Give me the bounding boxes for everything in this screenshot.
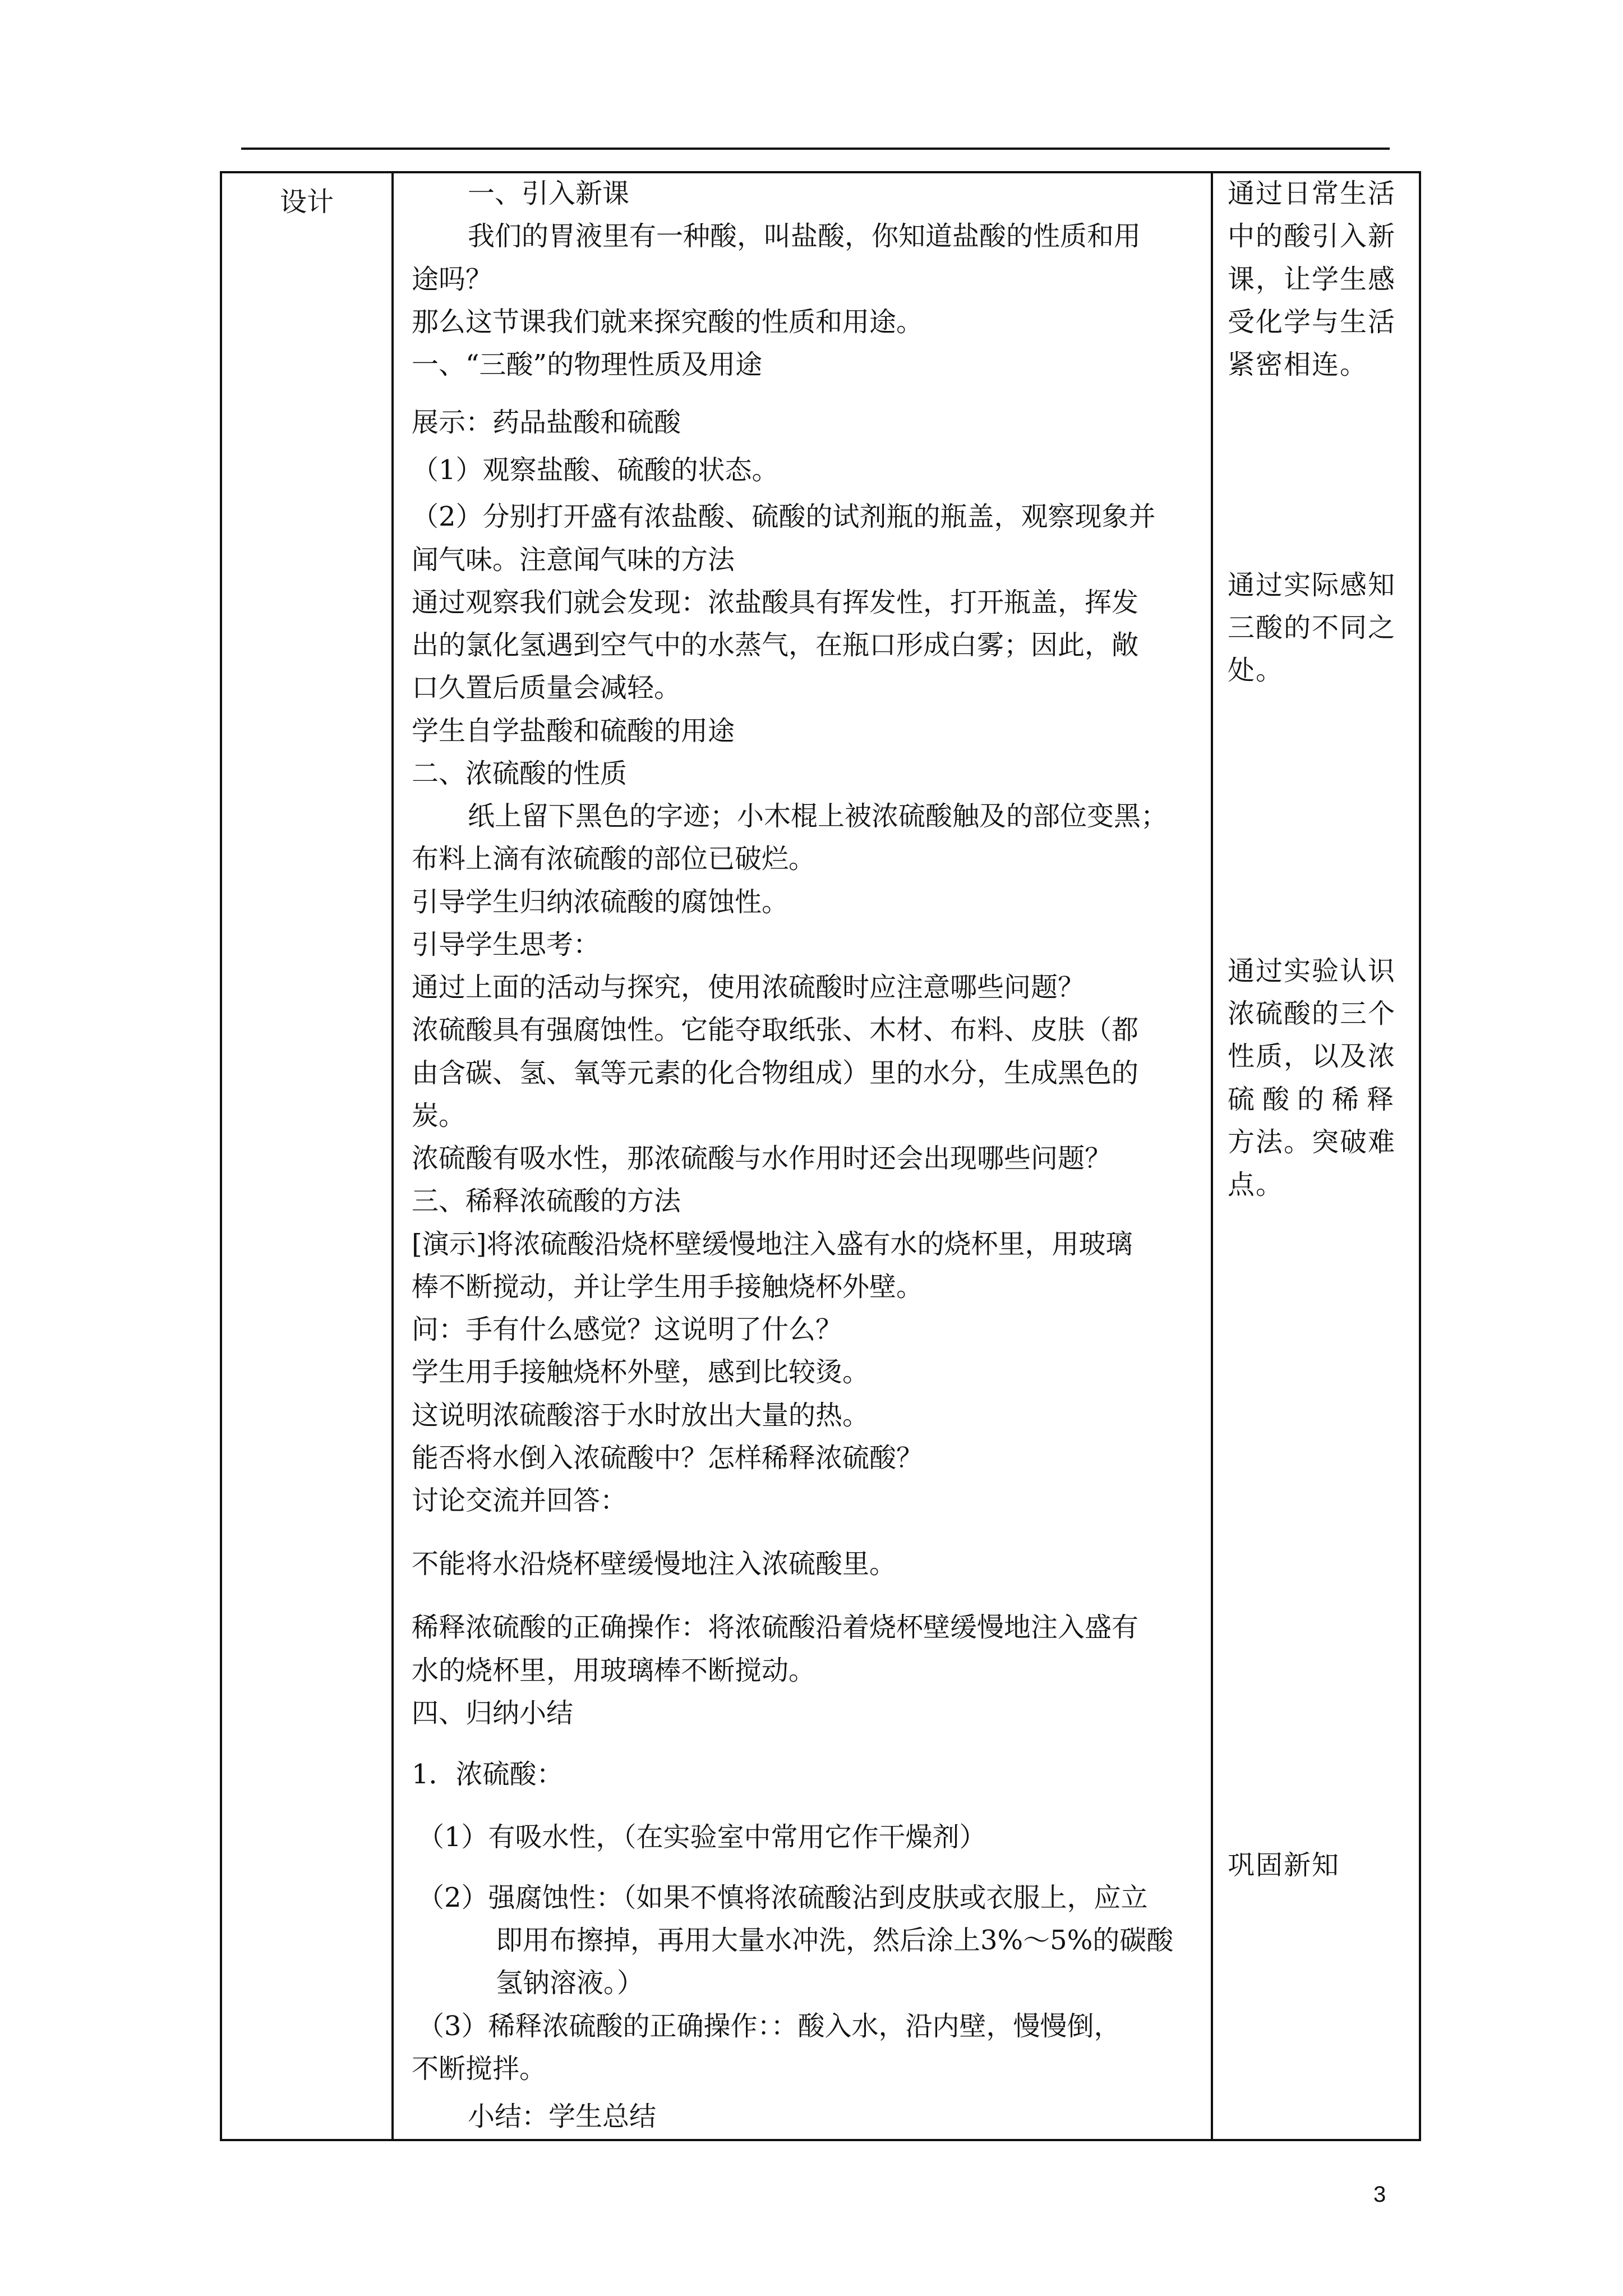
- lesson-line: 布料上滴有浓硫酸的部位已破烂。: [412, 843, 816, 875]
- note-line: 三酸的不同之: [1228, 612, 1396, 643]
- lesson-line: （2）分别打开盛有浓盐酸、硫酸的试剂瓶的瓶盖，观察现象并: [412, 501, 1156, 532]
- lesson-line: 三、稀释浓硫酸的方法: [412, 1185, 681, 1217]
- lesson-line: 闻气味。注意闻气味的方法: [412, 544, 735, 576]
- lesson-line: 由含碳、氢、氧等元素的化合物组成）里的水分，生成黑色的: [412, 1057, 1139, 1089]
- note-line: 受化学与生活: [1228, 306, 1396, 338]
- note-line: 巩固新知: [1228, 1849, 1340, 1881]
- lesson-line: 炭。: [412, 1100, 466, 1131]
- lesson-line: 1．浓硫酸：: [412, 1759, 564, 1790]
- lesson-line: 小结：学生总结: [468, 2101, 657, 2132]
- lesson-line: 学生自学盐酸和硫酸的用途: [412, 715, 735, 747]
- lesson-line: 棒不断搅动，并让学生用手接触烧杯外壁。: [412, 1271, 924, 1303]
- note-line: 通过实验认识: [1228, 955, 1396, 987]
- lesson-line: 氢钠溶液。）: [496, 1967, 644, 1999]
- lesson-line: 不断搅拌。: [412, 2053, 547, 2085]
- note-line: 通过日常生活: [1228, 178, 1396, 209]
- lesson-line: 能否将水倒入浓硫酸中？怎样稀释浓硫酸？: [412, 1442, 924, 1474]
- lesson-table: [220, 171, 1421, 2141]
- note-line: 硫酸的稀释: [1228, 1084, 1402, 1115]
- lesson-line: 那么这节课我们就来探究酸的性质和用途。: [412, 306, 924, 338]
- lesson-line: 口久置后质量会减轻。: [412, 672, 681, 703]
- note-line: 处。: [1228, 655, 1284, 686]
- lesson-line: 这说明浓硫酸溶于水时放出大量的热。: [412, 1400, 870, 1431]
- note-line: 点。: [1228, 1169, 1284, 1200]
- lesson-line: （3）稀释浓硫酸的正确操作：：酸入水，沿内壁，慢慢倒，: [417, 2010, 1121, 2042]
- note-line: 通过实际感知: [1228, 569, 1396, 601]
- lesson-line: 稀释浓硫酸的正确操作：将浓硫酸沿着烧杯壁缓慢地注入盛有: [412, 1612, 1139, 1643]
- lesson-line: 一、引入新课: [468, 178, 630, 209]
- note-line: 紧密相连。: [1228, 349, 1368, 380]
- lesson-line: 展示：药品盐酸和硫酸: [412, 407, 681, 438]
- lesson-line: 通过观察我们就会发现：浓盐酸具有挥发性，打开瓶盖，挥发: [412, 587, 1139, 618]
- lesson-line: 浓硫酸具有强腐蚀性。它能夺取纸张、木材、布料、皮肤（都: [412, 1014, 1139, 1046]
- note-line: 课，让学生感: [1228, 264, 1396, 295]
- lesson-line: 浓硫酸有吸水性，那浓硫酸与水作用时还会出现哪些问题？: [412, 1143, 1112, 1174]
- lesson-line: 通过上面的活动与探究，使用浓硫酸时应注意哪些问题？: [412, 972, 1085, 1003]
- note-line: 中的酸引入新: [1228, 220, 1396, 252]
- lesson-line: （2）强腐蚀性：（如果不慎将浓硫酸沾到皮肤或衣服上，应立: [417, 1882, 1148, 1913]
- lesson-line: 引导学生思考：: [412, 929, 601, 960]
- column-divider-2: [1211, 173, 1213, 2139]
- note-line: 浓硫酸的三个: [1228, 998, 1396, 1029]
- page-number: 3: [1373, 2182, 1386, 2207]
- lesson-line: 讨论交流并回答：: [412, 1485, 628, 1516]
- column-divider-1: [391, 173, 394, 2139]
- lesson-line: 即用布擦掉，再用大量水冲洗，然后涂上3%～5%的碳酸: [496, 1925, 1174, 1956]
- lesson-line: 学生用手接触烧杯外壁，感到比较烫。: [412, 1356, 870, 1388]
- lesson-line: 纸上留下黑色的字迹；小木棍上被浓硫酸触及的部位变黑；: [468, 800, 1168, 832]
- lesson-line: [演示]将浓硫酸沿烧杯壁缓慢地注入盛有水的烧杯里，用玻璃: [412, 1228, 1133, 1260]
- lesson-line: 我们的胃液里有一种酸，叫盐酸，你知道盐酸的性质和用: [468, 220, 1141, 252]
- lesson-line: 出的氯化氢遇到空气中的水蒸气，在瓶口形成白雾；因此，敞: [412, 629, 1139, 661]
- lesson-line: 不能将水沿烧杯壁缓慢地注入浓硫酸里。: [412, 1548, 897, 1580]
- lesson-line: 水的烧杯里，用玻璃棒不断搅动。: [412, 1655, 816, 1686]
- lesson-line: （1）观察盐酸、硫酸的状态。: [412, 454, 779, 486]
- header-rule: [241, 148, 1390, 150]
- lesson-line: 二、浓硫酸的性质: [412, 758, 628, 789]
- row-label: 设计: [279, 186, 334, 218]
- lesson-line: （1）有吸水性，（在实验室中常用它作干燥剂）: [417, 1821, 986, 1853]
- lesson-line: 问：手有什么感觉？这说明了什么？: [412, 1314, 843, 1345]
- note-line: 性质，以及浓: [1228, 1041, 1396, 1072]
- note-line: 方法。突破难: [1228, 1126, 1396, 1158]
- lesson-line: 一、“三酸”的物理性质及用途: [412, 349, 763, 380]
- lesson-line: 引导学生归纳浓硫酸的腐蚀性。: [412, 886, 789, 918]
- lesson-line: 四、归纳小结: [412, 1697, 574, 1729]
- lesson-line: 途吗？: [412, 264, 493, 295]
